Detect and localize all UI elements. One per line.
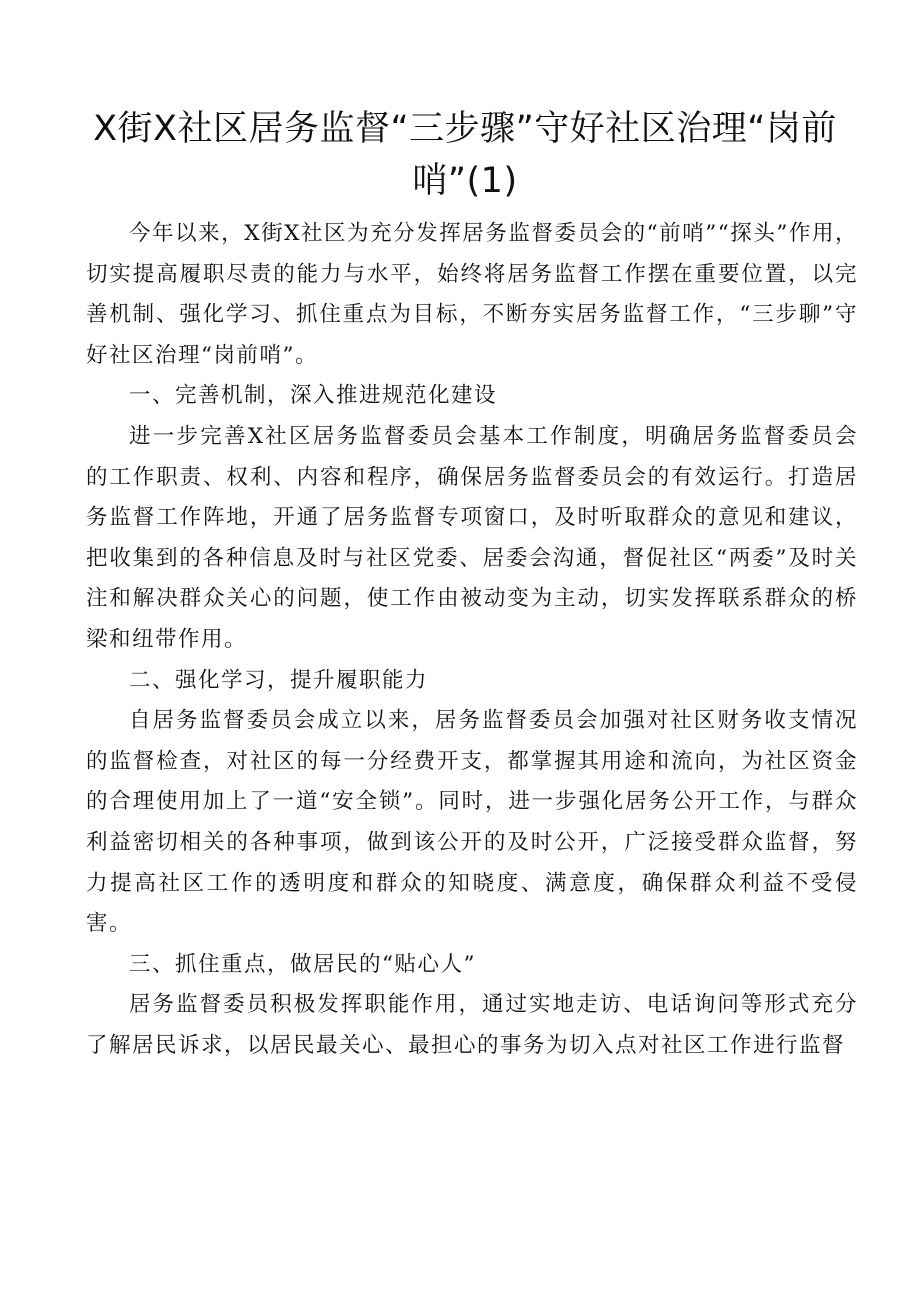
section-paragraph-3: 居务监督委员积极发挥职能作用，通过实地走访、电话询问等形式充分了解居民诉求，以居民最关心、最担心的事务为切入点对社区工作进行监督 <box>86 992 858 1058</box>
document-body <box>86 214 858 1066</box>
document-title: X街X社区居务监督“三步骤”守好社区治理“岗前哨”(1) <box>93 109 837 201</box>
section-heading-1: 一、完善机制，深入推进规范化建设 <box>129 383 498 409</box>
intro-paragraph: 今年以来，X街X社区为充分发挥居务监督委员会的“前哨”“探头”作用，切实提高履职尽责的能力与水平，始终将居务监督工作摆在重要位置，以完善机制、强化学习、抓住重点为目标，不断夯实居务监督工作，“三步聊”守好社区治理“岗前哨”。 <box>86 221 858 368</box>
section-paragraph-2: 自居务监督委员会成立以来，居务监督委员会加强对社区财务收支情况的监督检查，对社区的每一分经费开支，都掌握其用途和流向，为社区资金的合理使用加上了一道“安全锁”。同时，进一步强化居务公开工作，与群众利益密切相关的各种事项，做到该公开的及时公开，广泛接受群众监督，努力提高社区工作的透明度和群众的知晓度、满意度，确保群众利益不受侵害。 <box>86 708 858 937</box>
section-heading-3: 三、抓住重点，做居民的“贴心人” <box>129 951 476 977</box>
section-paragraph-1: 进一步完善X社区居务监督委员会基本工作制度，明确居务监督委员会的工作职责、权利、内容和程序，确保居务监督委员会的有效运行。打造居务监督工作阵地，开通了居务监督专项窗口，及时听取群众的意见和建议，把收集到的各种信息及时与社区党委、居委会沟通，督促社区“两委”及时关注和解决群众关心的问题，使工作由被动变为主动，切实发挥联系群众的桥梁和纽带作用。 <box>86 423 858 652</box>
section-heading-2: 二、强化学习，提升履职能力 <box>129 667 429 693</box>
